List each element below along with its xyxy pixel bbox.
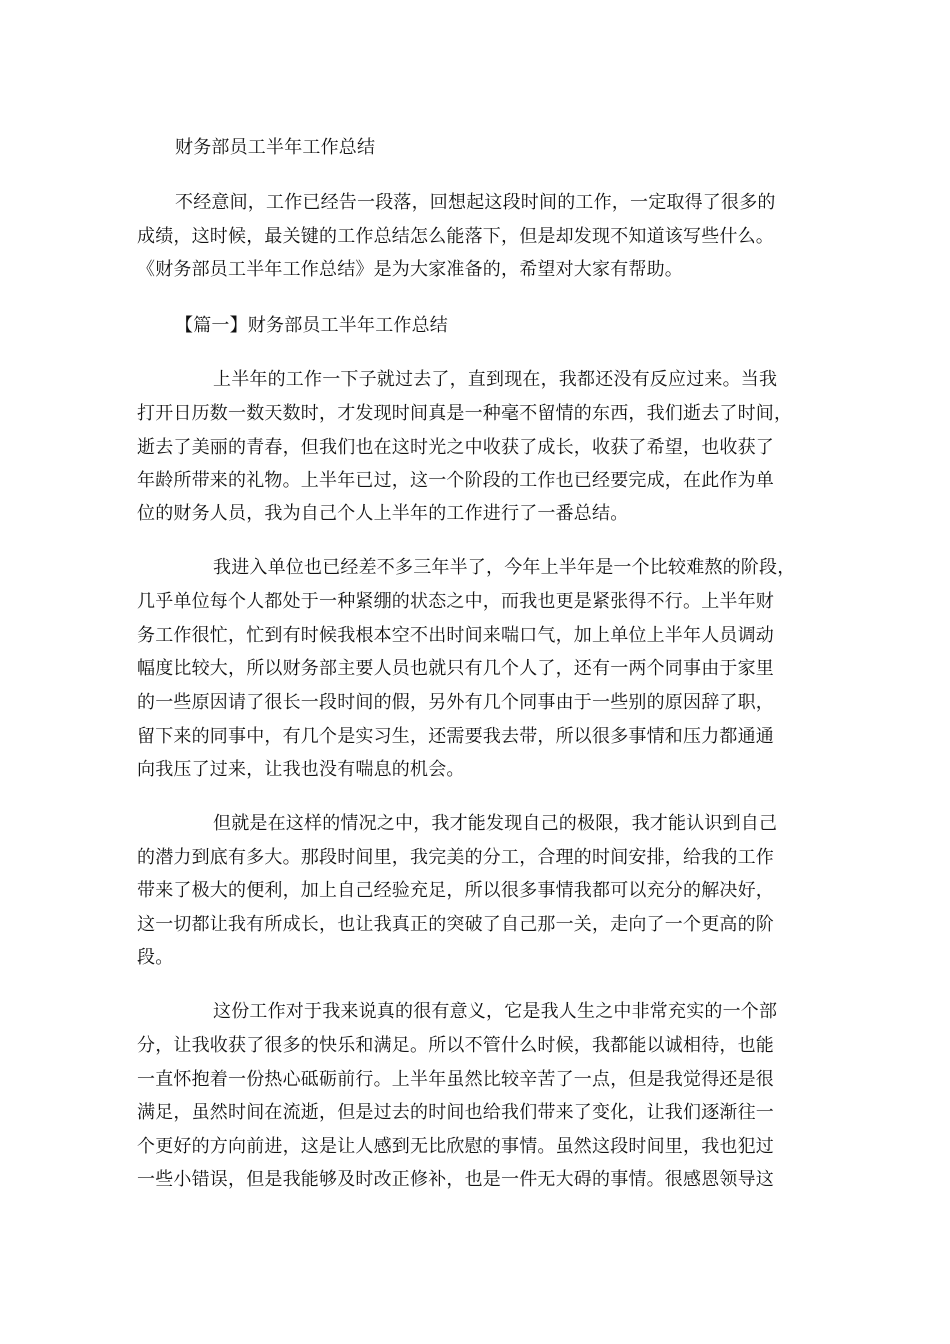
- body-line: 幅度比较大，所以财务部主要人员也就只有几个人了，还有一两个同事由于家里: [137, 658, 774, 679]
- body-line: 这一切都让我有所成长，也让我真正的突破了自己那一关，走向了一个更高的阶: [137, 914, 774, 935]
- body-line: 满足，虽然时间在流逝，但是过去的时间也给我们带来了变化，让我们逐渐往一: [137, 1102, 774, 1123]
- body-line: 务工作很忙，忙到有时候我根本空不出时间来喘口气，加上单位上半年人员调动: [137, 625, 774, 646]
- body-line: 打开日历数一数天数时，才发现时间真是一种毫不留情的东西，我们逝去了时间，: [137, 403, 793, 424]
- body-line: 带来了极大的便利，加上自己经验充足，所以很多事情我都可以充分的解决好，: [137, 880, 774, 901]
- body-line: 的潜力到底有多大。那段时间里，我完美的分工，合理的时间安排，给我的工作: [137, 847, 774, 868]
- body-line: 向我压了过来，让我也没有喘息的机会。: [137, 759, 465, 780]
- body-line: 分，让我收获了很多的快乐和满足。所以不管什么时候，我都能以诚相待，也能: [137, 1035, 774, 1056]
- body-line: 逝去了美丽的青春，但我们也在这时光之中收获了成长，收获了希望，也收获了: [137, 437, 774, 458]
- section-heading: 【篇一】财务部员工半年工作总结: [175, 315, 448, 336]
- body-line: 几乎单位每个人都处于一种紧绷的状态之中，而我也更是紧张得不行。上半年财: [137, 591, 774, 612]
- body-line: 留下来的同事中，有几个是实习生，还需要我去带，所以很多事情和压力都通通: [137, 726, 774, 747]
- body-line: 个更好的方向前进，这是让人感到无比欣慰的事情。虽然这段时间里，我也犯过: [137, 1136, 774, 1157]
- intro-line: 《财务部员工半年工作总结》是为大家准备的，希望对大家有帮助。: [137, 259, 683, 280]
- intro-line: 成绩，这时候，最关键的工作总结怎么能落下，但是却发现不知道该写些什么。: [137, 226, 774, 247]
- document-title: 财务部员工半年工作总结: [175, 137, 376, 158]
- body-line: 一直怀抱着一份热心砥砺前行。上半年虽然比较辛苦了一点，但是我觉得还是很: [137, 1069, 774, 1090]
- body-line: 这份工作对于我来说真的很有意义，它是我人生之中非常充实的一个部: [213, 1001, 778, 1022]
- body-line: 年龄所带来的礼物。上半年已过，这一个阶段的工作也已经要完成，在此作为单: [137, 470, 774, 491]
- body-line: 的一些原因请了很长一段时间的假，另外有几个同事由于一些别的原因辞了职，: [137, 692, 774, 713]
- body-line: 段。: [137, 947, 174, 968]
- body-line: 位的财务人员，我为自己个人上半年的工作进行了一番总结。: [137, 503, 629, 524]
- intro-line: 不经意间，工作已经告一段落，回想起这段时间的工作，一定取得了很多的: [175, 192, 776, 213]
- body-line: 一些小错误，但是我能够及时改正修补，也是一件无大碍的事情。很感恩领导这: [137, 1169, 774, 1190]
- body-line: 上半年的工作一下子就过去了，直到现在，我都还没有反应过来。当我: [213, 369, 778, 390]
- body-line: 我进入单位也已经差不多三年半了，今年上半年是一个比较难熬的阶段，: [213, 557, 796, 578]
- body-line: 但就是在这样的情况之中，我才能发现自己的极限，我才能认识到自己: [213, 813, 778, 834]
